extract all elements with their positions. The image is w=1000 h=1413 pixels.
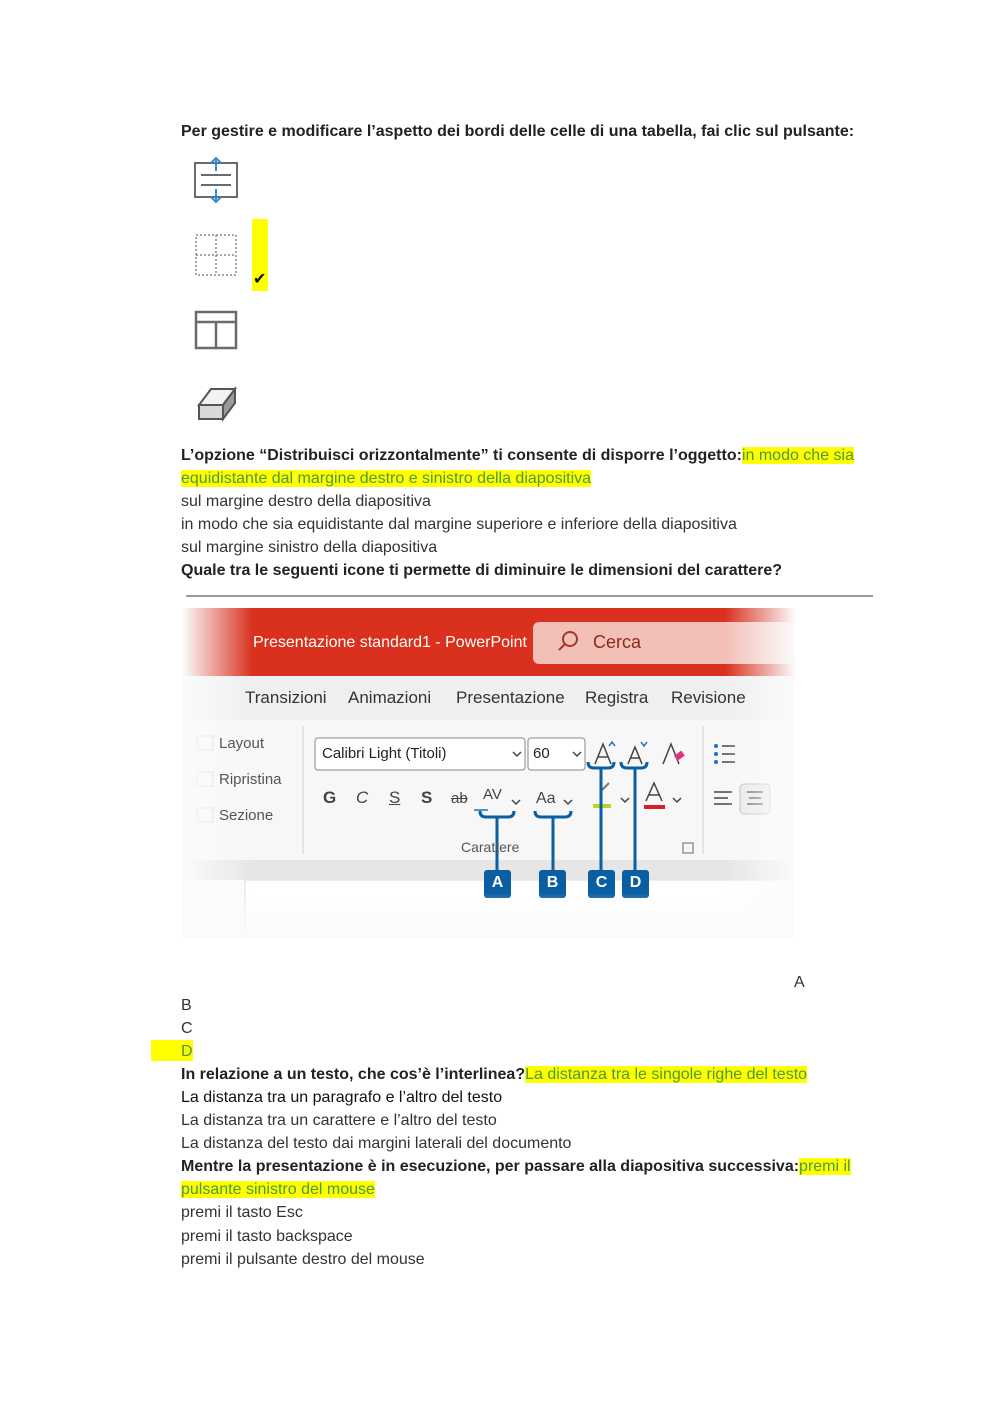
tab-registra[interactable]: Registra (585, 688, 649, 707)
q5-question-line (181, 1155, 851, 1178)
character-spacing-button[interactable]: AV (483, 786, 502, 803)
q2-correct-answer-end[interactable]: equidistante dal margine destro e sinistro della diapositiva (181, 470, 592, 487)
q3-question: Quale tra le seguenti icone ti permette di diminuire le dimensioni del carattere? (181, 562, 783, 579)
distribute-rows-icon[interactable] (193, 157, 239, 203)
q2-option-1[interactable]: sul margine destro della diapositiva (181, 493, 431, 510)
side-item-ripristina[interactable]: Ripristina (219, 771, 282, 788)
separator-line (186, 595, 873, 597)
q5-option-2[interactable]: premi il tasto backspace (181, 1228, 353, 1245)
q5-correct-answer-start[interactable]: premi il (799, 1158, 851, 1175)
q4-question-line (181, 1063, 807, 1086)
q3-option-a[interactable]: A (794, 974, 805, 991)
q4-option-3[interactable]: La distanza del testo dai margini laterali del documento (181, 1135, 572, 1152)
table-layout-icon[interactable] (193, 307, 239, 353)
callout-c: C (595, 874, 608, 891)
change-case-button[interactable]: Aa (536, 790, 556, 807)
underline-button[interactable]: S (389, 788, 401, 807)
q5-answer-line (181, 1178, 375, 1201)
check-icon: ✔ (253, 271, 267, 288)
q4-question: In relazione a un testo, che cos’è l’interlinea? (181, 1066, 526, 1083)
q2-question: L’opzione “Distribuisci orizzontalmente” ti consente di disporre l’oggetto: (181, 447, 742, 464)
eraser-icon[interactable] (193, 381, 239, 427)
q4-option-2[interactable]: La distanza tra un carattere e l’altro del testo (181, 1112, 497, 1129)
q4-option-1[interactable]: La distanza tra un paragrafo e l’altro del testo (181, 1089, 503, 1106)
q4-correct-answer[interactable]: La distanza tra le singole righe del testo (525, 1066, 808, 1083)
shadow-button[interactable]: S (421, 788, 433, 807)
group-label-carattere: Carattere (461, 839, 520, 855)
italic-button[interactable]: C (356, 788, 369, 807)
q1-question: Per gestire e modificare l’aspetto dei bordi delle celle di una tabella, fai clic sul pulsante: (181, 123, 855, 140)
q3-option-c[interactable]: C (181, 1020, 193, 1037)
q3-option-b[interactable]: B (181, 997, 192, 1014)
borders-icon[interactable] (193, 232, 239, 278)
q5-option-3[interactable]: premi il pulsante destro del mouse (181, 1251, 425, 1268)
tab-revisione[interactable]: Revisione (671, 688, 746, 707)
q2-question-line (181, 444, 854, 467)
strikethrough-button[interactable]: ab (451, 790, 468, 807)
q5-option-1[interactable]: premi il tasto Esc (181, 1204, 303, 1221)
callout-d: D (629, 874, 642, 891)
ppt-window-title: Presentazione standard1 - PowerPoint (253, 634, 527, 651)
q5-correct-answer-end[interactable]: pulsante sinistro del mouse (181, 1181, 375, 1198)
side-item-sezione[interactable]: Sezione (219, 807, 274, 824)
correct-answer-marker (252, 219, 268, 291)
q3-option-d[interactable]: D (181, 1043, 193, 1060)
q2-answer-line (181, 467, 591, 490)
bold-button[interactable]: G (323, 788, 337, 807)
callout-b: B (546, 874, 559, 891)
q5-question: Mentre la presentazione è in esecuzione, per passare alla diapositiva successiva: (181, 1158, 800, 1175)
q2-option-3[interactable]: sul margine sinistro della diapositiva (181, 539, 438, 556)
tab-animazioni[interactable]: Animazioni (348, 688, 432, 707)
powerpoint-ribbon-screenshot (183, 608, 795, 938)
side-item-layout[interactable]: Layout (219, 735, 265, 752)
font-name-value: Calibri Light (Titoli) (322, 745, 447, 762)
font-size-value: 60 (533, 745, 550, 762)
tab-presentazione[interactable]: Presentazione (456, 688, 565, 707)
q2-correct-answer-start[interactable]: in modo che sia (741, 447, 854, 464)
callout-a: A (491, 874, 504, 891)
tab-transizioni[interactable]: Transizioni (245, 688, 327, 707)
ppt-search-text[interactable]: Cerca (593, 632, 642, 652)
q2-option-2[interactable]: in modo che sia equidistante dal margine superiore e inferiore della diapositiva (181, 516, 737, 533)
